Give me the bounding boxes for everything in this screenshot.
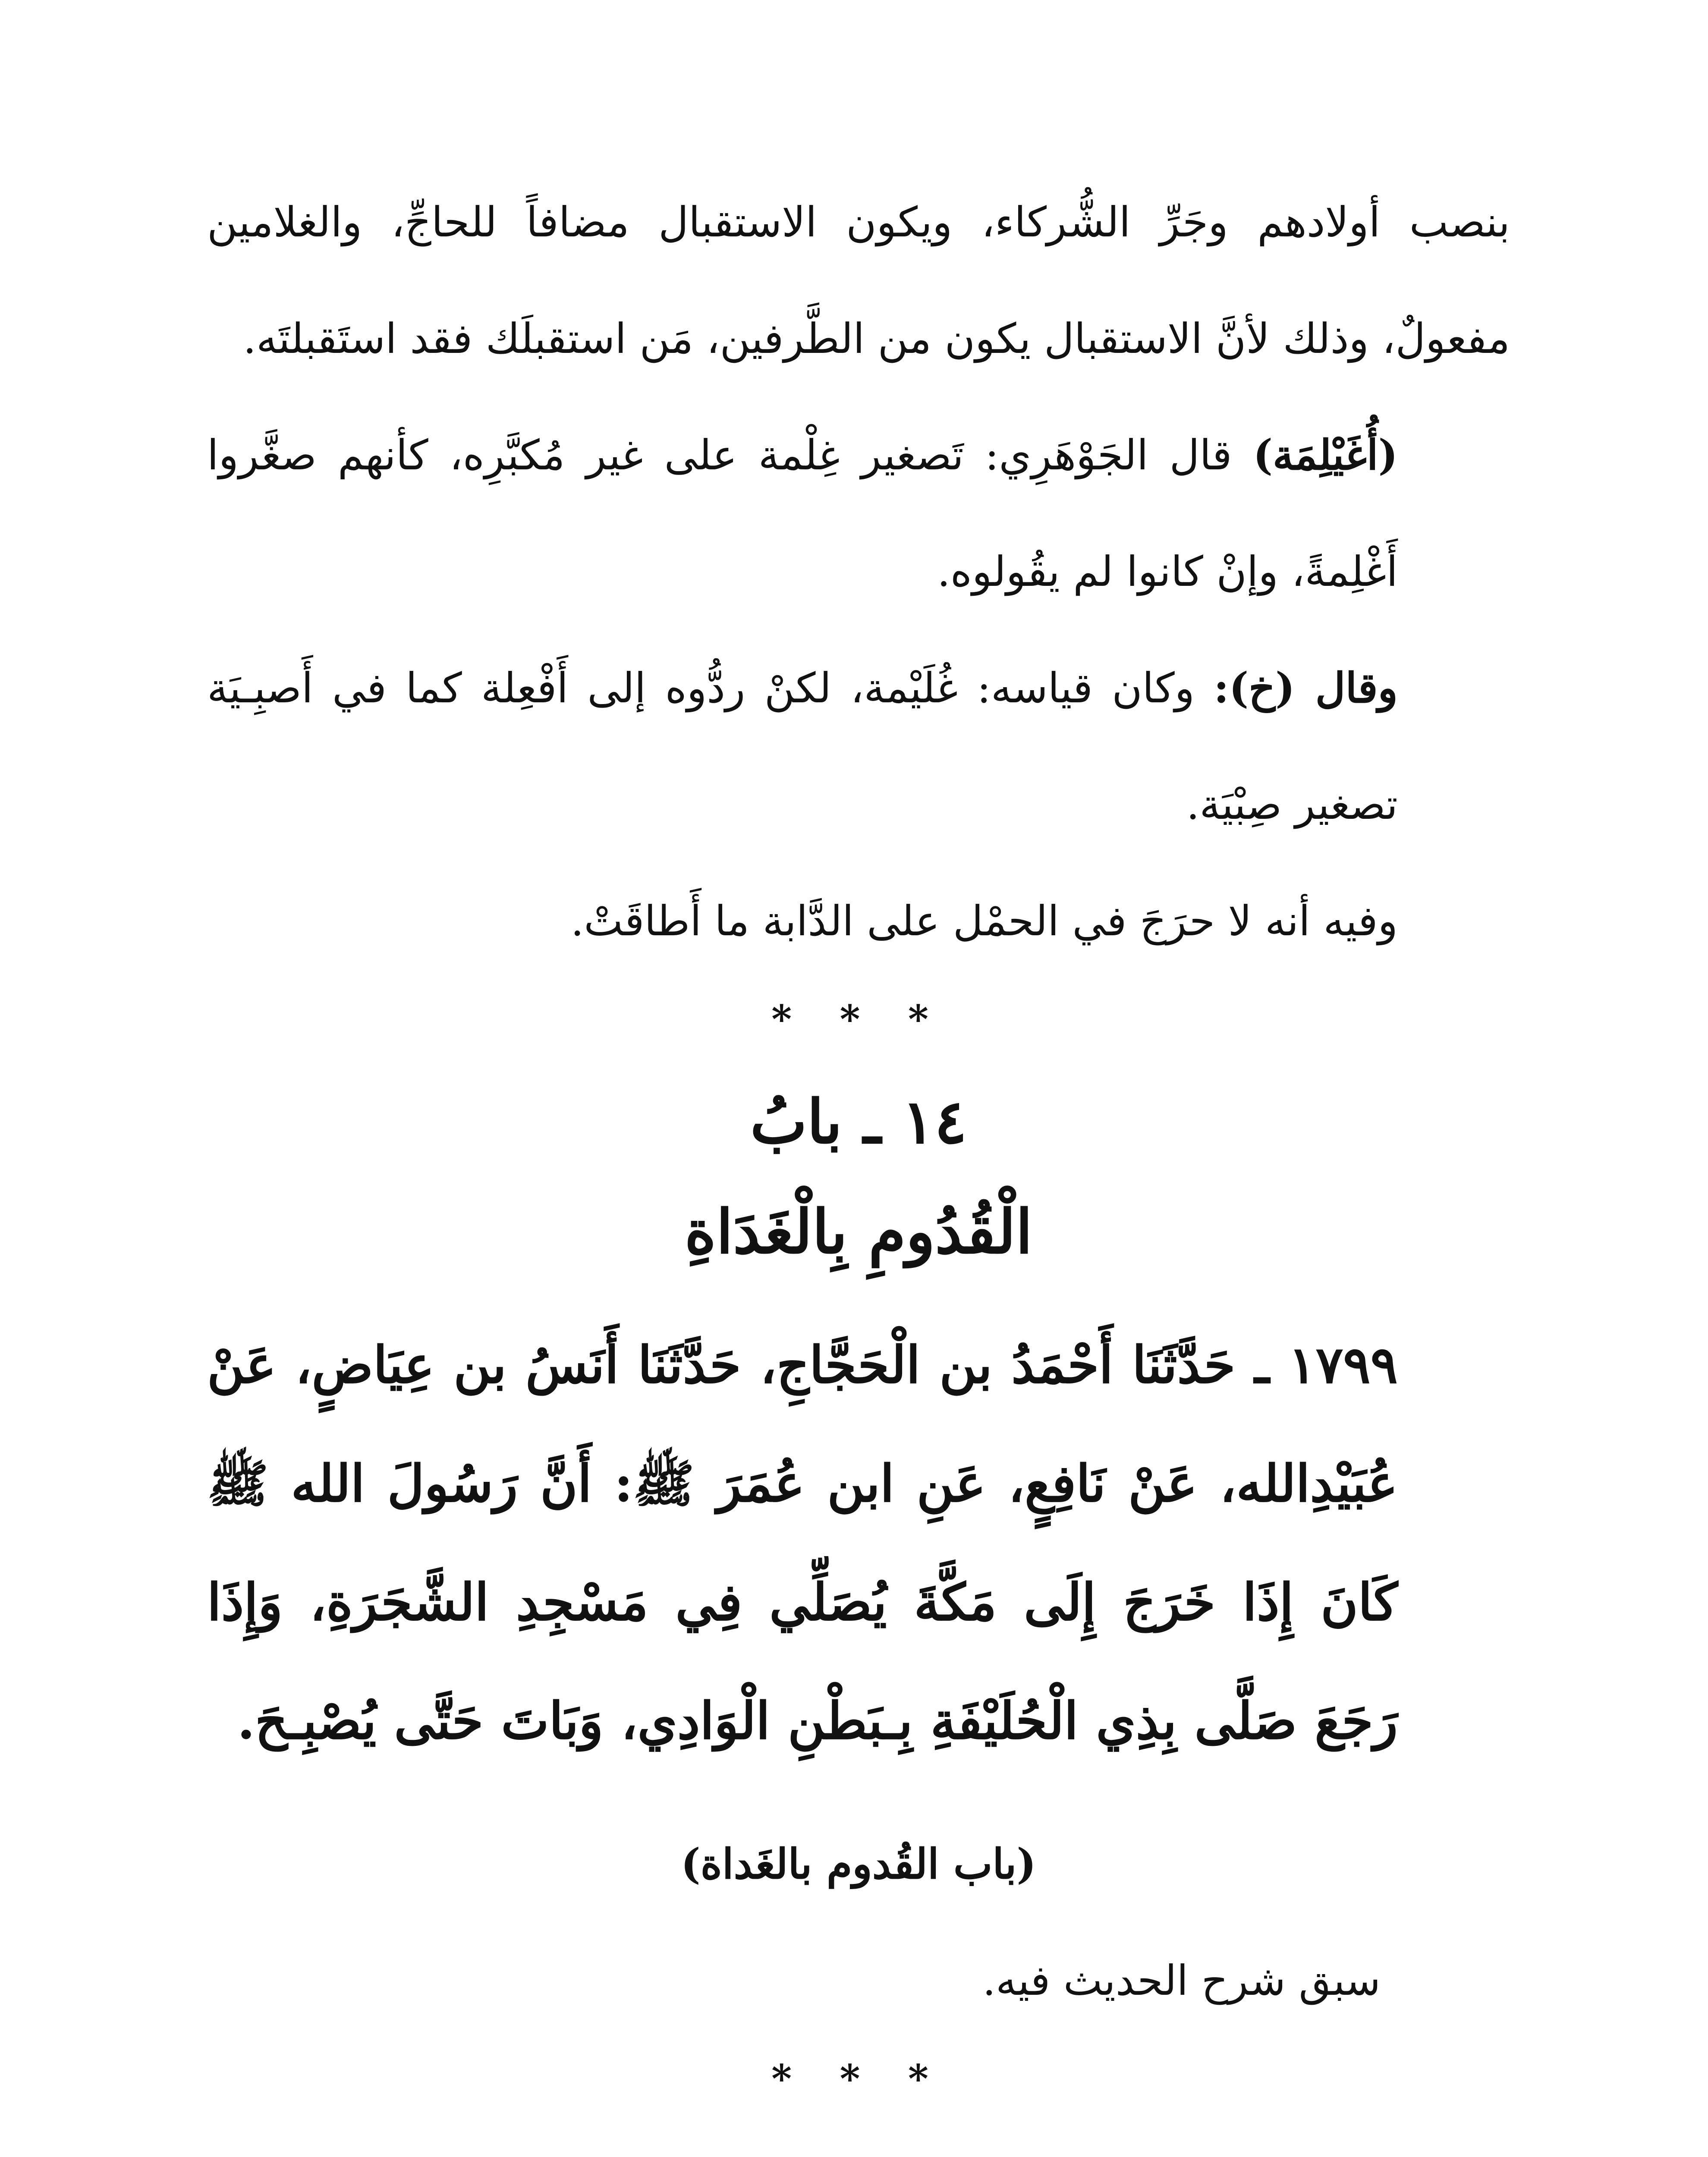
- paragraph-2-text: قال الجَوْهَرِي: تَصغير غِلْمة على غير مُكبَّرِه، كأنهم صغَّروا أَغْلِمةً، وإنْ كانوا لم يقُولوه.: [207, 431, 1398, 596]
- paragraph-3-term: وقال (خ):: [1214, 663, 1398, 712]
- section-separator: * * *: [771, 997, 946, 1042]
- end-separator: * * *: [771, 2056, 946, 2102]
- commentary-heading: (باب القُدوم بالغَداة): [681, 1839, 1036, 1888]
- paragraph-2-term: (أُغَيْلِمَة): [1253, 431, 1398, 479]
- chapter-title: الْقُدُومِ بِالْغَدَاةِ: [684, 1197, 1033, 1267]
- paragraph-2: [207, 397, 1510, 630]
- paragraph-3-text: وكان قياسه: غُلَيْمة، لكنْ ردُّوه إلى أَفْعِلة كما في أَصبِـيَة تصغير صِبْيَة.: [207, 664, 1398, 829]
- paragraph-1: بنصب أولادهم وجَرِّ الشُّركاء، ويكون الاستقبال مضافاً للحاجِّ، والغلامين مفعولٌ، وذلك لأنَّ الاستقبال يكون من الطَّرفين، مَن استقبلَك فقد استَقبلتَه.: [207, 198, 1510, 363]
- paragraph-3: [207, 630, 1510, 863]
- page-body: [207, 164, 1510, 2128]
- paragraph-4: وفيه أنه لا حرَجَ في الحمْل على الدَّابة ما أَطاقَتْ.: [570, 897, 1398, 945]
- commentary-note: سبق شرح الحديث فيه.: [982, 1956, 1381, 2005]
- chapter-number: ١٤ ـ بابُ: [750, 1087, 967, 1157]
- hadith-text: ١٧٩٩ ـ حَدَّثَنَا أَحْمَدُ بن الْحَجَّاجِ، حَدَّثَنَا أَنَسُ بن عِيَاضٍ، عَنْ عُبَيْدِالله، عَنْ نَافِعٍ، عَنِ ابن عُمَرَ ﷺ: أَنَّ رَسُولَ الله ﷺ كَانَ إِذَا خَرَجَ إِلَى مَكَّةَ يُصَلِّي فِي مَسْجِدِ الشَّجَرَةِ، وَإِذَا رَجَعَ صَلَّى بِذِي الْحُلَيْفَةِ بِـبَطْنِ الْوَادِي، وَبَاتَ حَتَّى يُصْبِـحَ.: [207, 1335, 1398, 1751]
